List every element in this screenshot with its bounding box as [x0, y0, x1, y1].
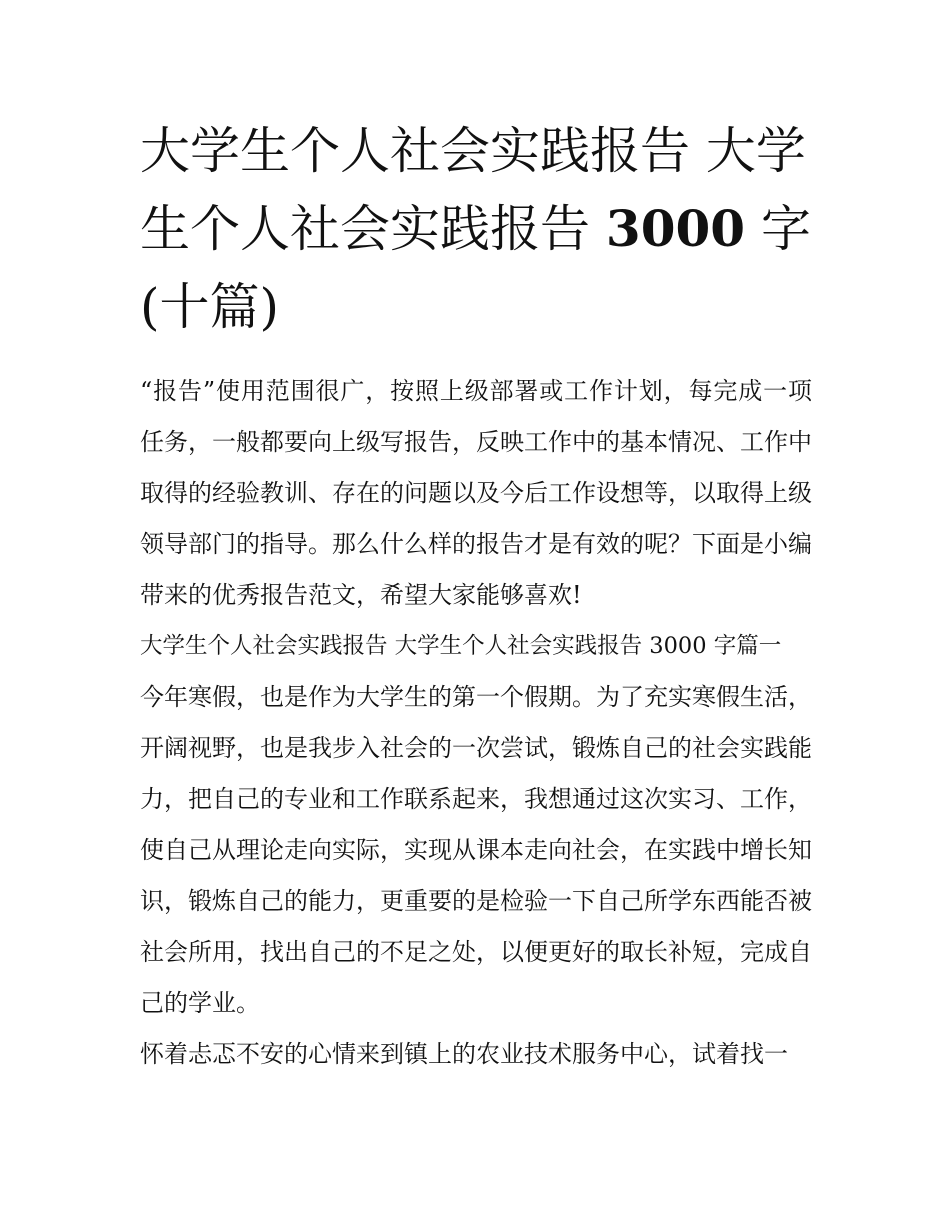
- body-paragraph-2: 怀着忐忑不安的心情来到镇上的农业技术服务中心，试着找一: [140, 1040, 788, 1068]
- document-title: [140, 112, 812, 346]
- document-page: [140, 112, 812, 1080]
- title-text-part2: 字(十篇): [140, 200, 811, 336]
- title-number: 3000: [605, 199, 746, 258]
- title-text-part1: 大学生个人社会实践报告 大学生个人社会实践报告: [140, 122, 806, 258]
- section-heading: 大学生个人社会实践报告 大学生个人社会实践报告 3000 字篇一: [140, 633, 782, 659]
- intro-paragraph: “报告”使用范围很广，按照上级部署或工作计划，每完成一项任务，一般都要向上级写报告，反映工作中的基本情况、工作中取得的经验教训、存在的问题以及今后工作设想等，以取得上级领导部门的指导。那么什么样的报告才是有效的呢？下面是小编带来的优秀报告范文，希望大家能够喜欢!: [140, 377, 812, 609]
- body-paragraph-1: 今年寒假，也是作为大学生的第一个假期。为了充实寒假生活，开阔视野，也是我步入社会的一次尝试，锻炼自己的社会实践能力，把自己的专业和工作联系起来，我想通过这次实习、工作，使自己从理论走向实际，实现从课本走向社会，在实践中增长知识，锻炼自己的能力，更重要的是检验一下自己所学东西能否被社会所用，找出自己的不足之处，以便更好的取长补短，完成自己的学业。: [140, 683, 812, 1017]
